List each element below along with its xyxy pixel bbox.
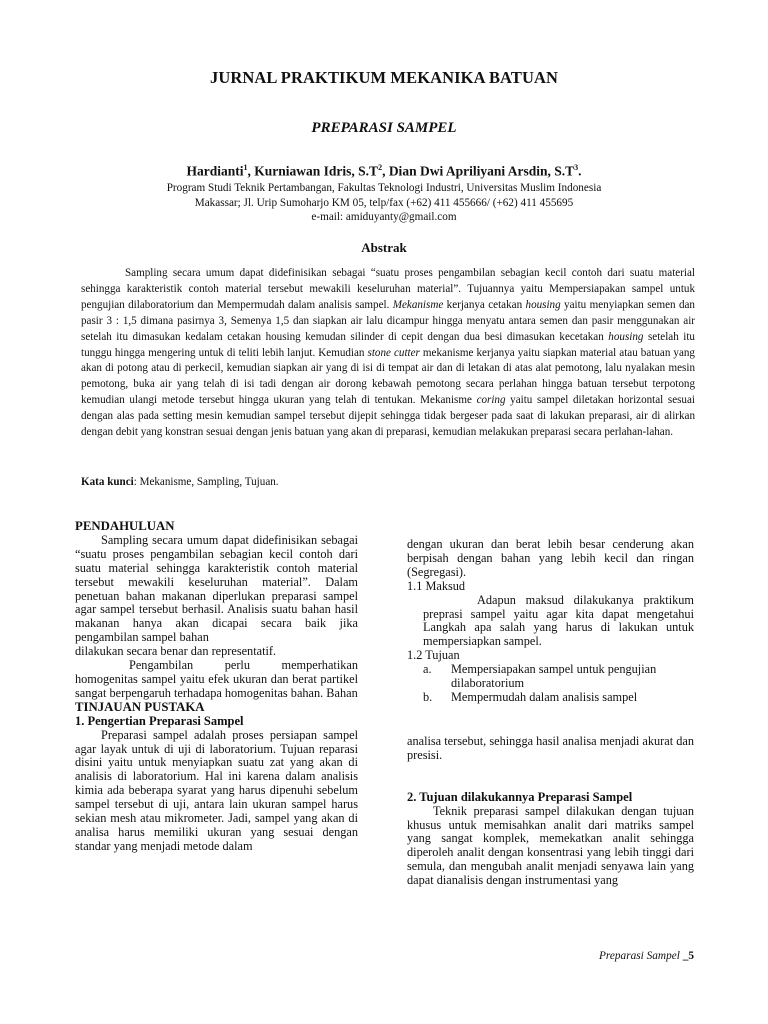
abstract-body	[81, 266, 695, 441]
tujuan-item-marker: a.	[423, 662, 432, 677]
abstract-text-6: yaitu sampel diletakan horizontal sesuai dengan alas pada setting mesin kemudian sampel tersebut dijepit sehingga tidak bergeser pada saat di lakukan preparasi, air di alirkan dengan debit yang konstran sesuai dengan jenis batuan yang akan di preparasi, kemudian melakukan preparasi secara perlahan-lahan.	[81, 394, 695, 439]
affiliation-email: e-mail: amiduyanty@gmail.com	[311, 211, 457, 223]
abstract-text-5: mekanisme kerjanya yaitu siapkan material atau batuan yang akan di potong atau di perkecil, kemudian siapkan air yang di isi di tempat air dan di letakan di atas alat pemotong, lalu nyalakan mesin pemotong, buka air yang telah di isi tadi dengan air dorong kebawah pemotong secara perlahan hingga batuan tersebut terpotong kemudian ulangi metode tersebut hingga ukuran yang telah di tentukan. Mekanisme	[81, 346, 695, 407]
keywords	[81, 475, 695, 490]
affiliation-line-1: Program Studi Teknik Pertambangan, Fakultas Teknologi Industri, Universitas Muslim Indonesia	[166, 182, 602, 194]
maksud-block	[407, 594, 694, 650]
keywords-text: : Mekanisme, Sampling, Tujuan.	[133, 476, 279, 488]
continued-paragraph-2: analisa tersebut, sehingga hasil analisa menjadi akurat dan presisi.	[407, 733, 694, 762]
page-footer	[599, 950, 694, 962]
abstract-italic-5: coring	[476, 394, 506, 407]
abstract-heading: Abstrak	[361, 240, 407, 255]
keywords-label: Kata kunci	[81, 476, 134, 488]
maksud-label: 1.1 Maksud	[407, 578, 466, 593]
maksud-text: Adapun maksud dilakukanya praktikum preprasi sampel yaitu agar kita dapat mengetahui Langkah apa salah yang harus di lakukan untuk mempersiapkan sampel.	[423, 592, 694, 649]
abstract-italic-4: stone cutter	[367, 346, 420, 359]
abstract-text-3: yaitu menyiapkan semen dan pasir 3 : 1,5 dimana pasirnya 3, Semenya 1,5 dan siapkan air lalu dicampur hingga menyatu antara semen dan pasir menggunakan air setelah itu dimasukan kedalam cetakan housing kemudan silinder di cepit dengan dua besi dimasukan kecetakan	[81, 298, 695, 343]
subsection-heading-1: 1. Pengertian Preparasi Sampel	[75, 713, 244, 728]
tujuan-item-text: Mempermudah dalam analisis sampel	[451, 689, 638, 704]
author-3-sup: 3	[574, 163, 579, 172]
author-3: , Dian Dwi Apriliyani Arsdin, S.T	[382, 163, 575, 179]
spacer	[407, 763, 694, 791]
tujuan-item-marker: b.	[423, 689, 433, 704]
abstract-italic-1: Mekanisme	[392, 298, 444, 311]
affiliation	[0, 181, 768, 225]
author-list	[0, 163, 768, 180]
abstract-italic-2: housing	[525, 298, 561, 311]
right-column	[407, 538, 694, 888]
abstract-text-1: Sampling secara umum dapat didefinisikan sebagai “suatu proses pengambilan sebagian kecil contoh dari suatu material sehingga karakteristik contoh material tersebut mewakili keseluruhan material”. Tujuannya yaitu Mempersiapakan sampel untuk pengujian dilaboratorium dan Mempermudah dalam analisis sampel.	[81, 267, 695, 311]
author-1-sup: 1	[243, 163, 248, 172]
spacer	[407, 705, 694, 735]
pendahuluan-paragraph-1: Sampling secara umum dapat didefinisikan sebagai “suatu proses pengambilan sebagian kecil contoh dari suatu material sehingga karakteristik contoh material tersebut mewakili keseluruhan material”. Dalam penetuan bahan makanan diperlukan preparasi sampel agar sampel tersebut berhasil. Analisis suatu bahan hasil makanan hanya akan dicapai secara baik jika pengambilan sampel bahan	[75, 532, 358, 645]
subsection-2-paragraph: Teknik preparasi sampel dilakukan dengan tujuan khusus untuk memisahkan analit dari matriks sampel yang sangat komplek, memekatkan analit sehingga diperoleh analit dengan konsentrasi yang lebih tinggi dari semula, dan mengubah analit menjadi senyawa lain yang dapat dianalisis dengan instrumentasi yang	[407, 803, 694, 888]
subsection-1-paragraph: Preparasi sampel adalah proses persiapan sampel agar layak untuk di uji di laboratorium. Tujuan reparasi disini yaitu untuk menyiapkan suatu zat yang akan di analisis di laboratorium. Hal ini karena dalam analisis kimia ada beberapa syarat yang harus dipenuhi sebelum sampel tersebut di uji, antara lain ukuran sampel harus sekian mesh atau mikrometer. Jadi, sampel yang akan di analisa harus memiliki ukuran yang sesuai dengan standar yang menjadi metode dalam	[75, 727, 358, 853]
pendahuluan-paragraph-1-end: dilakukan secara benar dan representatif.	[75, 644, 277, 659]
tujuan-item-text: Mempersiapakan sampel untuk pengujian dilaboratorium	[451, 662, 657, 691]
footer-running-title: Preparasi Sampel	[599, 950, 683, 962]
paper-title: PREPARASI SAMPEL	[311, 120, 457, 136]
journal-title: JURNAL PRAKTIKUM MEKANIKA BATUAN	[209, 68, 559, 87]
tujuan-label: 1.2 Tujuan	[407, 648, 460, 663]
author-2-sup: 2	[378, 163, 383, 172]
abstract-paragraph	[81, 266, 695, 441]
author-2: , Kurniawan Idris, S.T	[247, 163, 379, 179]
subsection-heading-2: 2. Tujuan dilakukannya Preparasi Sampel	[407, 789, 633, 804]
abstract-italic-3: housing	[608, 330, 644, 343]
footer-page-number: _5	[682, 950, 694, 962]
continued-paragraph: dengan ukuran dan berat lebih besar cenderung akan berpisah dengan bahan yang lebih kecil dan ringan (Segregasi).	[407, 537, 694, 579]
abstract-text-2: kerjanya cetakan	[446, 298, 523, 311]
tujuan-item	[407, 691, 694, 705]
author-list-end: .	[578, 163, 582, 179]
section-heading-pendahuluan: PENDAHULUAN	[75, 519, 175, 533]
author-1: Hardianti	[186, 163, 244, 179]
abstract-text-4: setelah itu tunggu hingga mengering untuk di teliti lebih lanjut. Kemudian	[81, 330, 695, 359]
pendahuluan-paragraph-2: Pengambilan perlu memperhatikan homogenitas sampel yaitu efek ukuran dan berat partikel sangat berpengaruh terhadapa homogenitas bahan. Bahan	[75, 658, 358, 700]
left-column	[75, 520, 358, 854]
affiliation-line-2: Makassar; Jl. Urip Sumoharjo KM 05, telp/fax (+62) 411 455666/ (+62) 411 455695	[194, 196, 574, 209]
tujuan-item	[407, 663, 694, 691]
section-heading-tinjauan: TINJAUAN PUSTAKA	[75, 699, 205, 714]
